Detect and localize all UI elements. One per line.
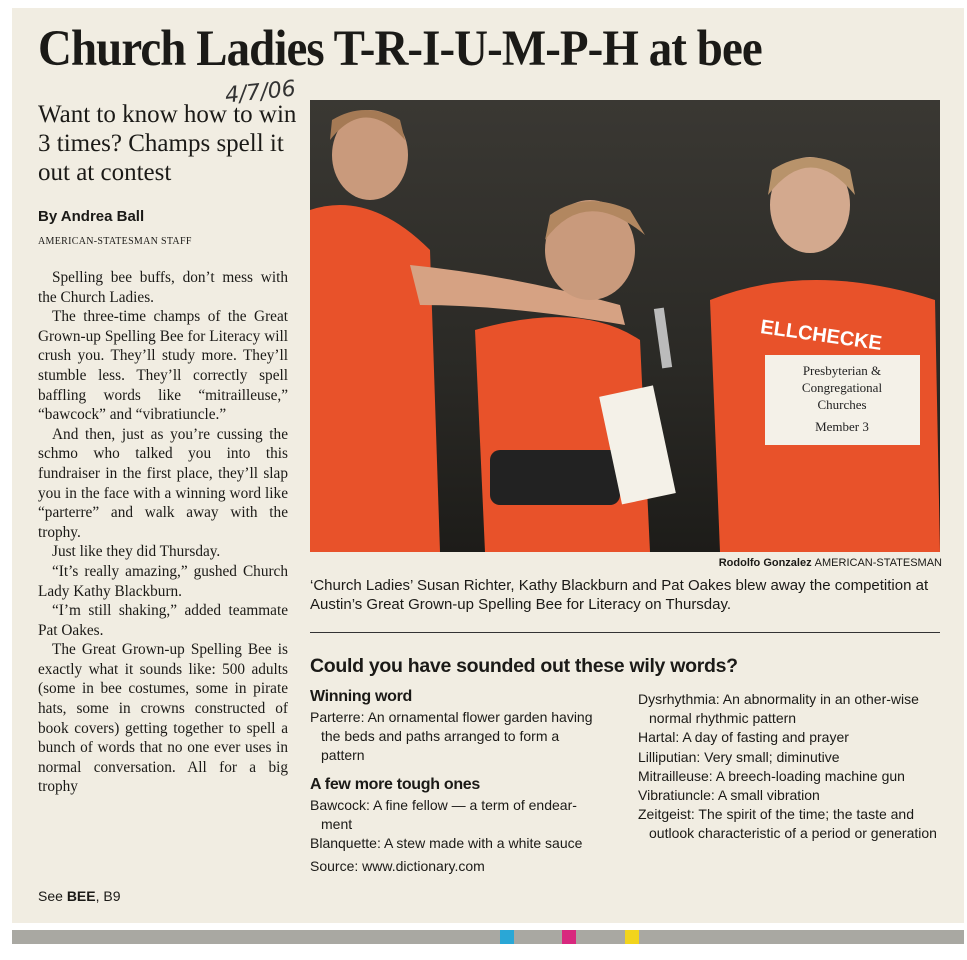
- magenta-swatch: [562, 930, 576, 944]
- sidebar-left-column: [310, 686, 600, 876]
- photo-caption: ‘Church Ladies’ Susan Richter, Kathy Blackburn and Pat Oakes blew away the competition at Austin’s Great Grown-up Spelling Bee for Literacy on Thursday.: [310, 577, 929, 613]
- paragraph: Just like they did Thursday.: [52, 543, 221, 561]
- word-definition: Mitrailleuse: A breech-loading machine gun: [638, 767, 905, 784]
- paragraph: The three-time champs of the Great Grown-up Spelling Bee for Literacy will crush you. They’ll study more. They’ll stumble less. They’ll correctly spell baffling words like “mitrailleuse,” “bawcock” and “vibratiuncle.”: [38, 308, 288, 424]
- paragraph: “It’s really amazing,” gushed Church Lady Kathy Blackburn.: [38, 562, 288, 600]
- yellow-swatch: [625, 930, 639, 944]
- photographer: Rodolfo Gonzalez: [718, 557, 812, 569]
- article-body: [38, 268, 288, 797]
- photo: [310, 100, 940, 552]
- jump-prefix: See: [38, 888, 67, 904]
- sign-line: Member 3: [815, 419, 869, 434]
- word-definition: Hartal: A day of fasting and prayer: [638, 729, 849, 746]
- byline: By Andrea Ball: [38, 208, 145, 225]
- jump-target: BEE: [66, 888, 96, 904]
- deck-subheadline: Want to know how to win 3 times? Champs spell it out at contest: [38, 101, 297, 186]
- headline: Church Ladies T-R-I-U-M-P-H at bee: [38, 21, 762, 77]
- photo-org: AMERICAN-STATESMAN: [814, 557, 942, 569]
- word-definition: Bawcock: A fine fellow — a term of endear-ment: [310, 796, 577, 832]
- sign-line: Churches: [817, 397, 867, 412]
- word-definition: Zeitgeist: The spirit of the time; the taste and outlook characteristic of a period or generation: [638, 806, 937, 842]
- word-definition: Parterre: An ornamental flower garden having the beds and paths arranged to form a pattern: [310, 709, 593, 764]
- waist-pack: [490, 450, 620, 505]
- jump-page: , B9: [95, 888, 121, 904]
- handwritten-date: 4/7/06: [223, 76, 297, 109]
- paragraph: And then, just as you’re cussing the schmo who talked you into this fundraiser in the first place, they’ll slap you in the face with a winning word like “parterre” and walk away with the trophy.: [38, 425, 288, 541]
- word-definition: Blanquette: A stew made with a white sauce: [310, 835, 583, 852]
- photo-credit: [719, 557, 942, 569]
- photo-illustration: [310, 100, 940, 552]
- shirt-text: ELLCHECKE: [759, 316, 884, 355]
- source: Source: www.dictionary.com: [310, 858, 485, 875]
- sidebar-title: Could you have sounded out these wily words?: [310, 655, 738, 677]
- paragraph: “I’m still shaking,” added teammate Pat Oakes.: [38, 602, 288, 639]
- tough-heading: A few more tough ones: [310, 775, 481, 793]
- color-registration-strip: [12, 930, 964, 944]
- divider: [310, 632, 940, 633]
- paragraph: The Great Grown-up Spelling Bee is exactly what it sounds like: 500 adults (some in bee costumes, some in pirate hats, some in crowns constructed of book covers) getting together to spell a bunch of words that no one ever uses in normal conversation. All for a big trophy: [38, 641, 288, 796]
- sidebar-right-column: [638, 690, 938, 844]
- word-definition: Lilliputian: Very small; diminutive: [638, 748, 840, 765]
- cyan-swatch: [500, 930, 514, 944]
- sign-line: Presbyterian &: [802, 363, 882, 378]
- sign-line: Congregational: [801, 380, 883, 395]
- word-definition: Dysrhythmia: An abnormality in an other-wise normal rhythmic pattern: [638, 691, 919, 727]
- paragraph: Spelling bee buffs, don’t mess with the Church Ladies.: [38, 269, 288, 306]
- jump-line: [38, 888, 121, 904]
- word-definition: Vibratiuncle: A small vibration: [638, 787, 820, 804]
- microphone-icon: [654, 308, 672, 369]
- person-shirt: [310, 205, 440, 552]
- byline-affiliation: AMERICAN-STATESMAN STAFF: [38, 236, 192, 247]
- winning-heading: Winning word: [310, 688, 413, 705]
